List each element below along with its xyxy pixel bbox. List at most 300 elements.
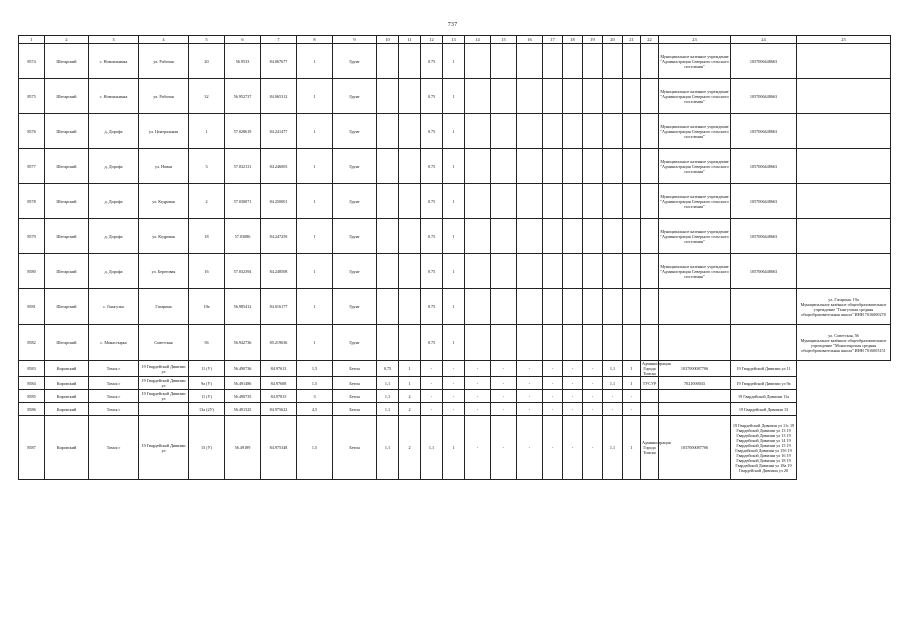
table-cell (465, 254, 491, 289)
table-cell (603, 114, 623, 149)
table-cell: 3 (189, 149, 225, 184)
column-header: 6 (225, 36, 261, 44)
table-cell: 2 (189, 184, 225, 219)
table-cell (641, 403, 659, 416)
table-cell: Гагарина (139, 289, 189, 325)
table-cell (797, 44, 891, 79)
table-cell: 0.75 (421, 114, 443, 149)
table-cell: - (517, 377, 543, 390)
table-cell (603, 325, 623, 361)
table-cell: Кировский (45, 361, 89, 377)
table-cell: - (465, 416, 491, 480)
table-cell: 1 (443, 289, 465, 325)
table-cell: 8585 (19, 390, 45, 403)
table-cell: 85.219636 (261, 325, 297, 361)
table-cell (563, 254, 583, 289)
table-cell: 18 (189, 219, 225, 254)
table-cell (731, 325, 797, 361)
table-cell (583, 114, 603, 149)
table-cell (517, 289, 543, 325)
table-cell: ул. Рабочая (139, 79, 189, 114)
table-cell: Грунт (333, 325, 377, 361)
table-cell: ул. Кедровая (139, 219, 189, 254)
table-cell: Шегарский (45, 44, 89, 79)
table-cell: д. Дорофа (89, 149, 139, 184)
table-cell (641, 254, 659, 289)
table-cell: 84.241477 (261, 114, 297, 149)
table-cell: - (443, 377, 465, 390)
table-cell: Муниципальное казенное учреждение "Администрация Северного сельского поселения" (659, 114, 731, 149)
table-cell (399, 184, 421, 219)
table-cell: - (583, 403, 603, 416)
table-cell: 57.032394 (225, 254, 261, 289)
table-cell (623, 184, 641, 219)
table-cell: 19 Гвардейской Дивизии ул 11с 19 Гвардейской Дивизии ул 13 19 Гвардейской Дивизии ул 13 19 Гвардейской Дивизии ул 14 19 Гвардейской Дивизии ул 15 19 Гвардейской Дивизии ул 15б 19 Гвардейской Дивизии ул 16 19 Гвардейской Дивизии ул 18 19 Гвардейской Дивизии ул 18а 19 Гвардейской Дивизии ул 20 (731, 416, 797, 480)
column-header: 3 (89, 36, 139, 44)
table-cell: д. Дорофа (89, 114, 139, 149)
table-cell: 8584 (19, 377, 45, 390)
column-header: 5 (189, 36, 225, 44)
table-cell (377, 219, 399, 254)
table-cell: Грунт (333, 184, 377, 219)
table-cell (641, 325, 659, 361)
table-cell: 57.028619 (225, 114, 261, 149)
table-cell: ул. Советская, 56 Муниципальное казённое общеобразовательное учреждение "Монастырская средняя общеобразовательная школа" ИНН 7016003151 (797, 325, 891, 361)
table-cell: 8587 (19, 416, 45, 480)
table-cell (517, 254, 543, 289)
table-cell: 1 (297, 254, 333, 289)
table-cell: - (543, 390, 563, 403)
table-cell (623, 114, 641, 149)
table-cell (517, 114, 543, 149)
table-cell (603, 79, 623, 114)
column-header: 11 (399, 36, 421, 44)
table-cell (623, 289, 641, 325)
table-cell: 9а (У) (189, 377, 225, 390)
table-cell: Грунт (333, 219, 377, 254)
table-cell: Бетон (333, 416, 377, 480)
table-cell: 1 (297, 325, 333, 361)
table-cell (641, 79, 659, 114)
table-cell: 0.75 (421, 289, 443, 325)
table-cell: 8583 (19, 361, 45, 377)
table-cell: 1057006448663 (731, 254, 797, 289)
table-cell: ул. Береговая (139, 254, 189, 289)
column-header: 23 (659, 36, 731, 44)
table-cell: Бетон (333, 403, 377, 416)
table-cell: Администрация Города Томска (641, 416, 659, 480)
table-cell: Муниципальное казенное учреждение "Администрация Северного сельского поселения" (659, 254, 731, 289)
table-cell (641, 390, 659, 403)
table-cell: 84.247259 (261, 219, 297, 254)
table-cell: 1 (443, 254, 465, 289)
table-cell: 0.75 (421, 184, 443, 219)
header-row (19, 36, 891, 44)
table-cell: Грунт (333, 289, 377, 325)
table-cell: 1 (623, 361, 641, 377)
column-header: 20 (603, 36, 623, 44)
table-cell: 8576 (19, 114, 45, 149)
table-cell: 1057006448663 (731, 219, 797, 254)
table-cell (603, 149, 623, 184)
table-cell (641, 184, 659, 219)
table-cell: - (583, 361, 603, 377)
table-cell: - (491, 361, 517, 377)
table-cell: с. Новоильинка (89, 44, 139, 79)
table-cell (491, 289, 517, 325)
table-cell (491, 114, 517, 149)
table-cell: 4,5 (297, 403, 333, 416)
table-row (19, 254, 891, 289)
table-cell (623, 44, 641, 79)
column-header: 21 (623, 36, 641, 44)
table-row (19, 149, 891, 184)
table-cell: - (583, 416, 603, 480)
table-cell: 1057006448663 (731, 79, 797, 114)
table-cell: 1 (399, 361, 421, 377)
table-cell: 8580 (19, 254, 45, 289)
column-header: 19 (583, 36, 603, 44)
table-cell: 1,1 (377, 390, 399, 403)
table-cell: - (465, 361, 491, 377)
table-cell (377, 254, 399, 289)
table-cell: Муниципальное казенное учреждение "Администрация Северного сельского поселения" (659, 219, 731, 254)
table-cell (563, 114, 583, 149)
table-cell: 1 (443, 44, 465, 79)
table-cell: 8579 (19, 219, 45, 254)
table-cell: - (583, 377, 603, 390)
table-cell: Бетон (333, 377, 377, 390)
table-cell: - (563, 390, 583, 403)
table-cell (543, 44, 563, 79)
table-cell: 1 (189, 114, 225, 149)
table-cell: - (603, 403, 623, 416)
table-cell (139, 403, 189, 416)
table-cell: Кировский (45, 377, 89, 390)
table-cell: 56.490736 (225, 361, 261, 377)
table-cell (603, 219, 623, 254)
table-cell (399, 254, 421, 289)
table-cell: Кировский (45, 416, 89, 480)
table-cell (377, 149, 399, 184)
table-cell: 1 (443, 184, 465, 219)
column-header: 18 (563, 36, 583, 44)
table-cell (583, 149, 603, 184)
table-cell (797, 149, 891, 184)
table-cell (517, 149, 543, 184)
table-cell: 56.490735 (225, 390, 261, 403)
table-cell: - (443, 403, 465, 416)
table-cell: Муниципальное казенное учреждение "Администрация Северного сельского поселения" (659, 79, 731, 114)
table-cell: - (517, 416, 543, 480)
table-cell (517, 325, 543, 361)
table-cell (583, 79, 603, 114)
table-cell: 2 (399, 403, 421, 416)
table-cell: Шегарский (45, 289, 89, 325)
table-cell (797, 114, 891, 149)
table-cell (641, 219, 659, 254)
table-cell: 1057006448663 (731, 184, 797, 219)
table-cell: 11 (У) (189, 361, 225, 377)
table-cell: 56.952737 (225, 79, 261, 114)
table-cell: Советская (139, 325, 189, 361)
table-cell: д. Дорофа (89, 219, 139, 254)
table-cell (583, 44, 603, 79)
table-cell: 1057006448663 (731, 149, 797, 184)
table-cell (399, 44, 421, 79)
column-header: 4 (139, 36, 189, 44)
table-cell (583, 289, 603, 325)
table-cell (603, 289, 623, 325)
table-cell (377, 114, 399, 149)
table-cell: с. Новоильинка (89, 79, 139, 114)
table-cell (583, 219, 603, 254)
table-cell (465, 289, 491, 325)
page-number: 737 (447, 22, 458, 28)
table-cell (563, 325, 583, 361)
table-cell: Администрация Города Томска (642, 361, 671, 376)
table-cell (797, 254, 891, 289)
table-cell: - (465, 390, 491, 403)
table-cell: ул. Новая (139, 149, 189, 184)
table-cell: Муниципальное казенное учреждение "Администрация Северного сельского поселения" (659, 184, 731, 219)
table-cell: - (563, 377, 583, 390)
table-cell: 1 (623, 416, 641, 480)
table-cell (659, 325, 731, 361)
column-header: 14 (465, 36, 491, 44)
table-cell (465, 325, 491, 361)
table-cell: - (465, 403, 491, 416)
table-cell (641, 149, 659, 184)
table-cell: 8575 (19, 79, 45, 114)
table-row (19, 377, 891, 390)
table-cell: 0,75 (377, 361, 399, 377)
column-header: 15 (491, 36, 517, 44)
table-cell: - (517, 390, 543, 403)
table-cell: 13а (2У) (189, 403, 225, 416)
table-cell (517, 184, 543, 219)
table-cell: Бетон (333, 361, 377, 377)
table-cell (491, 219, 517, 254)
table-cell (563, 184, 583, 219)
table-cell: - (465, 377, 491, 390)
table-cell (797, 219, 891, 254)
table-cell: 19а (189, 289, 225, 325)
table-cell: - (491, 377, 517, 390)
table-cell (563, 44, 583, 79)
table-cell (377, 325, 399, 361)
table-cell: - (623, 390, 641, 403)
table-cell: 19 Гвардейской Дивизии ул 11 (731, 361, 797, 377)
table-cell: 19 Гвардейской Дивизии ул (139, 361, 189, 377)
table-cell: 1,5 (297, 361, 333, 377)
table-cell: - (583, 390, 603, 403)
table-cell: - (543, 361, 563, 377)
table-cell: 56.985412 (225, 289, 261, 325)
table-cell (623, 219, 641, 254)
table-cell: 1 (297, 219, 333, 254)
table-cell: 19 Гвардейской Дивизии 11а (731, 390, 797, 403)
table-cell: Кировский (45, 390, 89, 403)
table-cell: 2 (399, 416, 421, 480)
table-cell: Шегарский (45, 325, 89, 361)
table-cell (377, 184, 399, 219)
table-cell: 1 (443, 149, 465, 184)
register-table (18, 35, 891, 480)
table-cell (797, 184, 891, 219)
table-cell (731, 289, 797, 325)
table-cell (623, 79, 641, 114)
table-cell: 19 Гвардейской Дивизии 13 (731, 403, 797, 416)
table-cell: 1,1 (603, 377, 623, 390)
table-cell: - (563, 361, 583, 377)
table-cell: - (491, 416, 517, 480)
table-cell (583, 254, 603, 289)
table-cell: 56.942736 (225, 325, 261, 361)
table-cell: 1037000087706 (659, 416, 731, 480)
table-cell (563, 149, 583, 184)
table-cell: 1,5 (297, 377, 333, 390)
table-cell: - (543, 377, 563, 390)
table-cell (399, 219, 421, 254)
table-cell: ул. Рабочая (139, 44, 189, 79)
table-cell: 1 (443, 219, 465, 254)
column-header: 9 (333, 36, 377, 44)
column-header: 17 (543, 36, 563, 44)
table-cell (399, 79, 421, 114)
table-cell: 84.97815 (261, 390, 297, 403)
table-row (19, 44, 891, 79)
table-cell (797, 79, 891, 114)
table-cell: Грунт (333, 254, 377, 289)
table-body (19, 44, 891, 480)
table-cell (583, 184, 603, 219)
table-cell: 1 (297, 149, 333, 184)
table-row (19, 114, 891, 149)
table-cell: 56.491325 (225, 403, 261, 416)
table-cell (517, 219, 543, 254)
table-cell: 1,1 (377, 403, 399, 416)
table-cell (517, 79, 543, 114)
table-row (19, 403, 891, 416)
table-cell (491, 325, 517, 361)
table-cell (377, 79, 399, 114)
table-cell: Бетон (333, 390, 377, 403)
column-header: 16 (517, 36, 543, 44)
table-cell: Томск г (89, 390, 139, 403)
table-cell: Грунт (333, 149, 377, 184)
column-header: 2 (45, 36, 89, 44)
table-cell: 84.246003 (261, 149, 297, 184)
table-cell (491, 44, 517, 79)
table-cell (465, 184, 491, 219)
table-cell: 57.03086 (225, 219, 261, 254)
table-cell: 1 (297, 44, 333, 79)
table-cell (465, 219, 491, 254)
table-cell: - (563, 403, 583, 416)
table-cell: Муниципальное казенное учреждение "Администрация Северного сельского поселения" (659, 44, 731, 79)
table-cell: 1 (297, 289, 333, 325)
table-cell: 56.491486 (225, 377, 261, 390)
table-cell: 0.75 (421, 254, 443, 289)
table-cell: 84.248508 (261, 254, 297, 289)
table-cell: 56.49189 (225, 416, 261, 480)
table-cell: 19 Гвардейской Дивизии ул (139, 390, 189, 403)
table-cell (517, 44, 543, 79)
table-cell: - (543, 416, 563, 480)
table-cell: Шегарский (45, 184, 89, 219)
table-cell: Томск г (89, 361, 139, 377)
table-cell (543, 79, 563, 114)
table-cell (623, 149, 641, 184)
table-cell: 1,1 (377, 416, 399, 480)
table-cell (603, 254, 623, 289)
table-cell: 1037000087706 (659, 361, 731, 377)
table-cell (491, 149, 517, 184)
table-row (19, 325, 891, 361)
table-cell (491, 254, 517, 289)
table-cell: 1 (443, 325, 465, 361)
table-cell: Муниципальное казенное учреждение "Администрация Северного сельского поселения" (659, 149, 731, 184)
table-cell: - (491, 403, 517, 416)
table-cell (641, 114, 659, 149)
table-cell: 1 (297, 79, 333, 114)
table-cell: 1,1 (421, 416, 443, 480)
table-cell: 84.975622 (261, 403, 297, 416)
table-cell: - (563, 416, 583, 480)
table-cell: ТУСУР (641, 377, 659, 390)
table-cell: 1 (297, 114, 333, 149)
table-cell: 1 (399, 377, 421, 390)
table-cell: 19 Гвардейской Дивизии ул (139, 416, 189, 480)
table-cell: - (517, 361, 543, 377)
table-cell: Шегарский (45, 114, 89, 149)
table-cell (603, 184, 623, 219)
table-cell: 84.97608 (261, 377, 297, 390)
table-cell: 1,1 (603, 361, 623, 377)
table-row (19, 289, 891, 325)
table-cell: - (421, 390, 443, 403)
table-cell: 84.975348 (261, 416, 297, 480)
table-cell (399, 114, 421, 149)
table-cell: Томск г (89, 403, 139, 416)
table-cell: 0.75 (421, 325, 443, 361)
table-cell (563, 219, 583, 254)
table-cell: 0.75 (421, 219, 443, 254)
table-cell (465, 44, 491, 79)
table-row (19, 79, 891, 114)
table-cell: с. Монастырка (89, 325, 139, 361)
table-cell: 1057006448663 (731, 114, 797, 149)
table-cell: - (421, 377, 443, 390)
table-cell: 16 (189, 254, 225, 289)
table-cell: Кировский (45, 403, 89, 416)
table-cell: 1 (443, 416, 465, 480)
table-cell: 57.032131 (225, 149, 261, 184)
table-row (19, 184, 891, 219)
table-cell: - (421, 361, 443, 377)
table-cell: Шегарский (45, 254, 89, 289)
table-cell (641, 44, 659, 79)
table-cell: 1,5 (297, 416, 333, 480)
table-cell: 8581 (19, 289, 45, 325)
table-cell: - (491, 390, 517, 403)
column-header: 13 (443, 36, 465, 44)
table-cell (563, 79, 583, 114)
table-cell: Шегарский (45, 149, 89, 184)
table-cell: 3 (297, 390, 333, 403)
table-cell: - (623, 403, 641, 416)
